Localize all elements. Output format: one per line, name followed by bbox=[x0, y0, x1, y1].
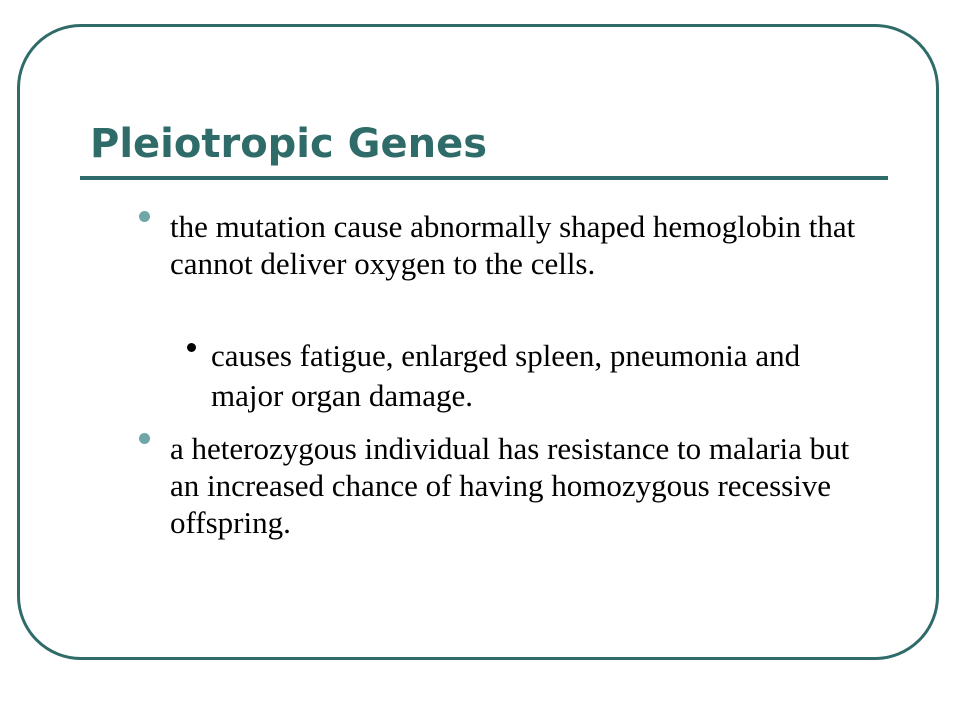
bullet-dot-icon bbox=[139, 433, 150, 444]
bullet-text-heterozygous: a heterozygous individual has resistance to malaria but an increased chance of having homozygous recessive offspring. bbox=[170, 431, 850, 540]
bullet-dot-icon bbox=[139, 211, 150, 222]
slide-title: Pleiotropic Genes bbox=[90, 121, 488, 167]
bullet-text-symptoms: causes fatigue, enlarged spleen, pneumonia and major organ damage. bbox=[211, 338, 801, 413]
bullet-text-mutation: the mutation cause abnormally shaped hemoglobin that cannot deliver oxygen to the cells. bbox=[170, 209, 856, 281]
sub-bullet-dot-icon bbox=[187, 343, 196, 352]
